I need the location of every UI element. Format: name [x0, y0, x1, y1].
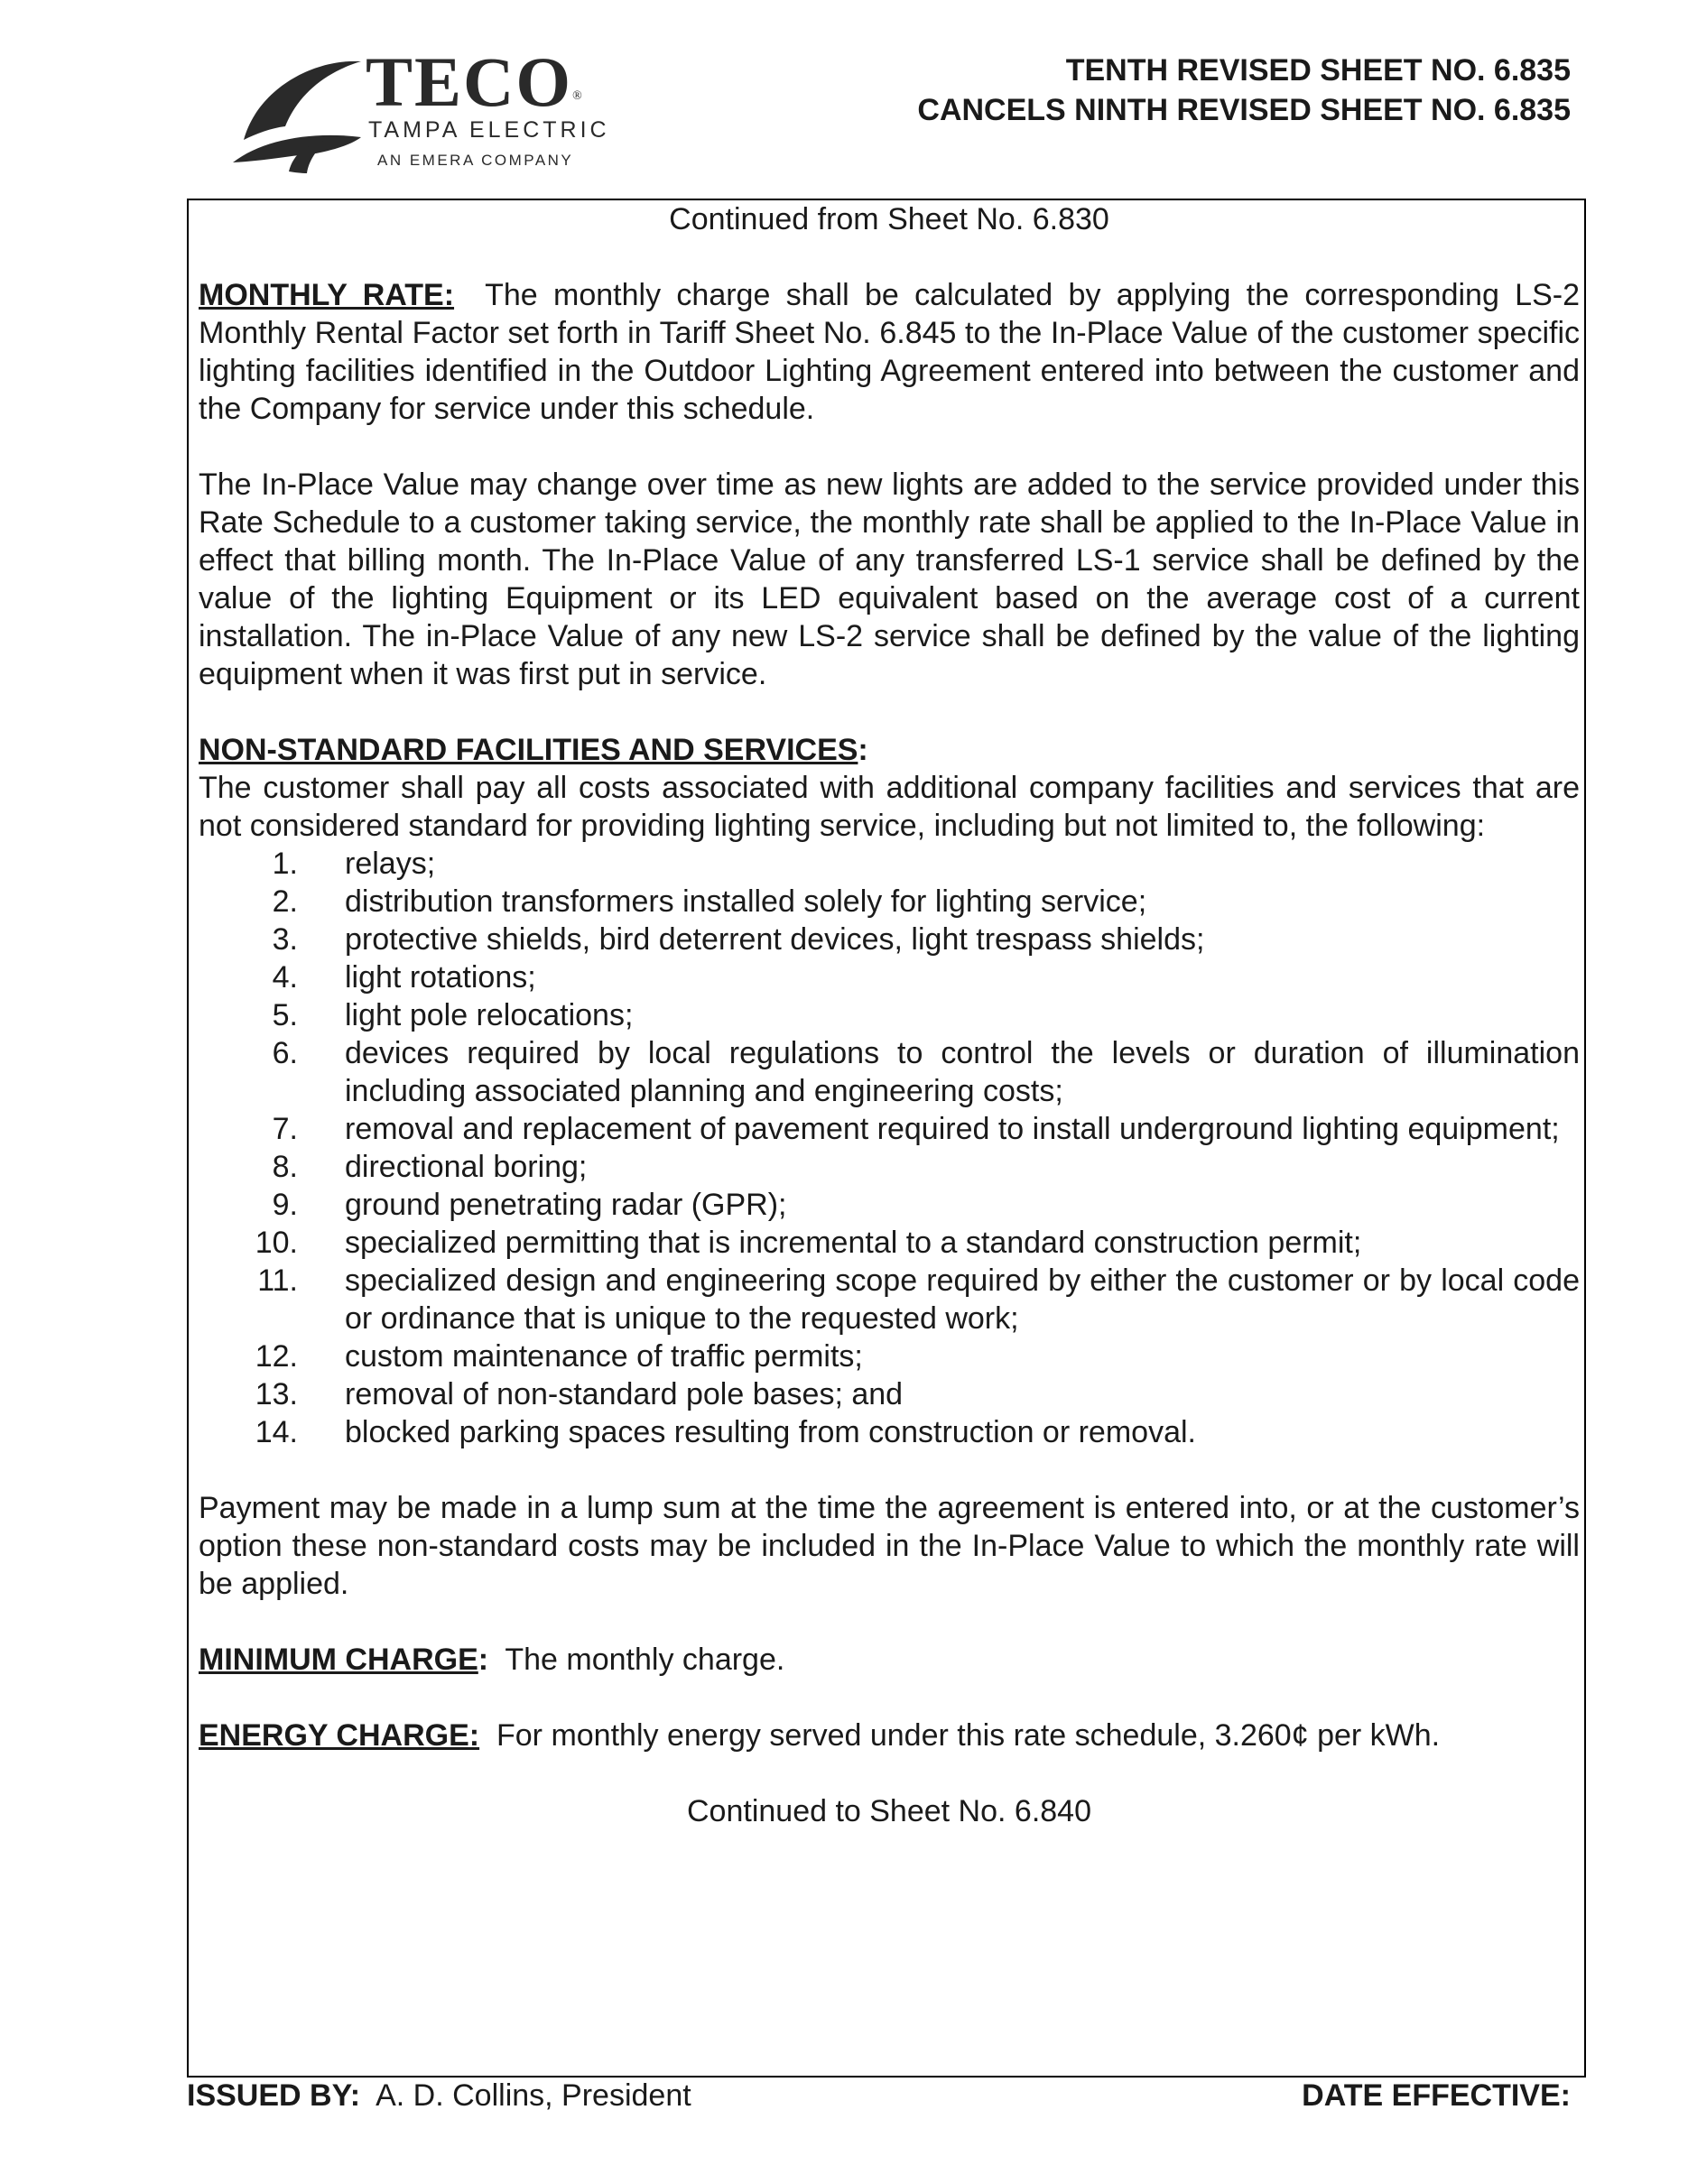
- logo-tagline: TAMPA ELECTRIC: [368, 117, 610, 143]
- date-effective-label: DATE EFFECTIVE:: [1302, 2078, 1571, 2113]
- cancels-sheet-number: CANCELS NINTH REVISED SHEET NO. 6.835: [917, 93, 1571, 127]
- payment-paragraph: Payment may be made in a lump sum at the time the agreement is entered into, or at the customer’s option these non-standard costs may be included in the In-Place Value to which the monthly rate will be applied.: [199, 1491, 1580, 1601]
- non-standard-intro: The customer shall pay all costs associated with additional company facilities and services that are not considered standard for providing lighting service, including but not limited to, the following:: [199, 771, 1580, 843]
- sheet-header: [917, 51, 1571, 130]
- list-item: 12. custom maintenance of traffic permits;: [255, 1339, 863, 1374]
- logo-brand: TECO®: [366, 42, 584, 121]
- sheet-number: TENTH REVISED SHEET NO. 6.835: [1065, 53, 1571, 88]
- logo-parent-company: AN EMERA COMPANY: [377, 152, 574, 169]
- energy-charge-heading: ENERGY CHARGE:: [199, 1718, 480, 1753]
- list-item: 2. distribution transformers installed solely for lighting service;: [272, 884, 1147, 919]
- continued-to: Continued to Sheet No. 6.840: [687, 1794, 1091, 1828]
- issued-by: [187, 2076, 691, 2115]
- list-item: 8. directional boring;: [272, 1150, 588, 1184]
- monthly-rate-paragraph: MONTHLY RATE: The monthly charge shall be calculated by applying the corresponding LS-2 Monthly Rental Factor set forth in Tariff Sheet No. 6.845 to the In-Place Value of the customer specific lighting facilities identified in the Outdoor Lighting Agreement entered into between the customer and the Company for service under this schedule.: [199, 278, 1580, 426]
- list-item: 13. removal of non-standard pole bases; and: [255, 1377, 904, 1411]
- list-item: 6. devices required by local regulations to control the levels or duration of illumination including associated planning and engineering costs;: [272, 1036, 1580, 1108]
- list-item: 1. relays;: [272, 847, 436, 881]
- list-item: 9. ground penetrating radar (GPR);: [272, 1188, 787, 1222]
- non-standard-heading: NON-STANDARD FACILITIES AND SERVICES:: [199, 733, 868, 767]
- continued-from: Continued from Sheet No. 6.830: [669, 202, 1109, 236]
- energy-charge-paragraph: ENERGY CHARGE: For monthly energy served under this rate schedule, 3.260¢ per kWh.: [199, 1718, 1441, 1753]
- list-item: 4. light rotations;: [272, 960, 536, 995]
- list-item: 14. blocked parking spaces resulting from construction or removal.: [255, 1415, 1196, 1449]
- monthly-rate-heading: MONTHLY RATE:: [199, 278, 455, 312]
- in-place-value-paragraph: The In-Place Value may change over time as new lights are added to the service provided under this Rate Schedule to a customer taking service, the monthly rate shall be applied to the In-Place Value in effect that billing month. The In-Place Value of any transferred LS-1 service shall be defined by the value of the lighting Equipment or its LED equivalent based on the average cost of a current installation. The in-Place Value of any new LS-2 service shall be defined by the value of the lighting equipment when it was first put in service.: [199, 467, 1580, 691]
- issued-by-name: A. D. Collins, President: [376, 2078, 691, 2113]
- minimum-charge-paragraph: MINIMUM CHARGE: The monthly charge.: [199, 1643, 785, 1677]
- minimum-charge-heading: MINIMUM CHARGE: [199, 1643, 478, 1677]
- list-item: 5. light pole relocations;: [272, 998, 634, 1032]
- list-item: 7. removal and replacement of pavement required to install underground lighting equipment;: [272, 1112, 1560, 1146]
- tariff-body: [199, 200, 1580, 1830]
- list-item: 3. protective shields, bird deterrent devices, light trespass shields;: [272, 922, 1205, 957]
- company-logo: [226, 42, 695, 171]
- list-item: 11. specialized design and engineering scope required by either the customer or by local code or ordinance that is unique to the requested work;: [257, 1263, 1580, 1336]
- teco-swoosh-icon: [226, 54, 361, 180]
- non-standard-list: [199, 845, 1580, 1451]
- date-effective: [1302, 2076, 1571, 2115]
- list-item: 10. specialized permitting that is incremental to a standard construction permit;: [255, 1226, 1362, 1260]
- issued-by-label: ISSUED BY:: [187, 2078, 361, 2113]
